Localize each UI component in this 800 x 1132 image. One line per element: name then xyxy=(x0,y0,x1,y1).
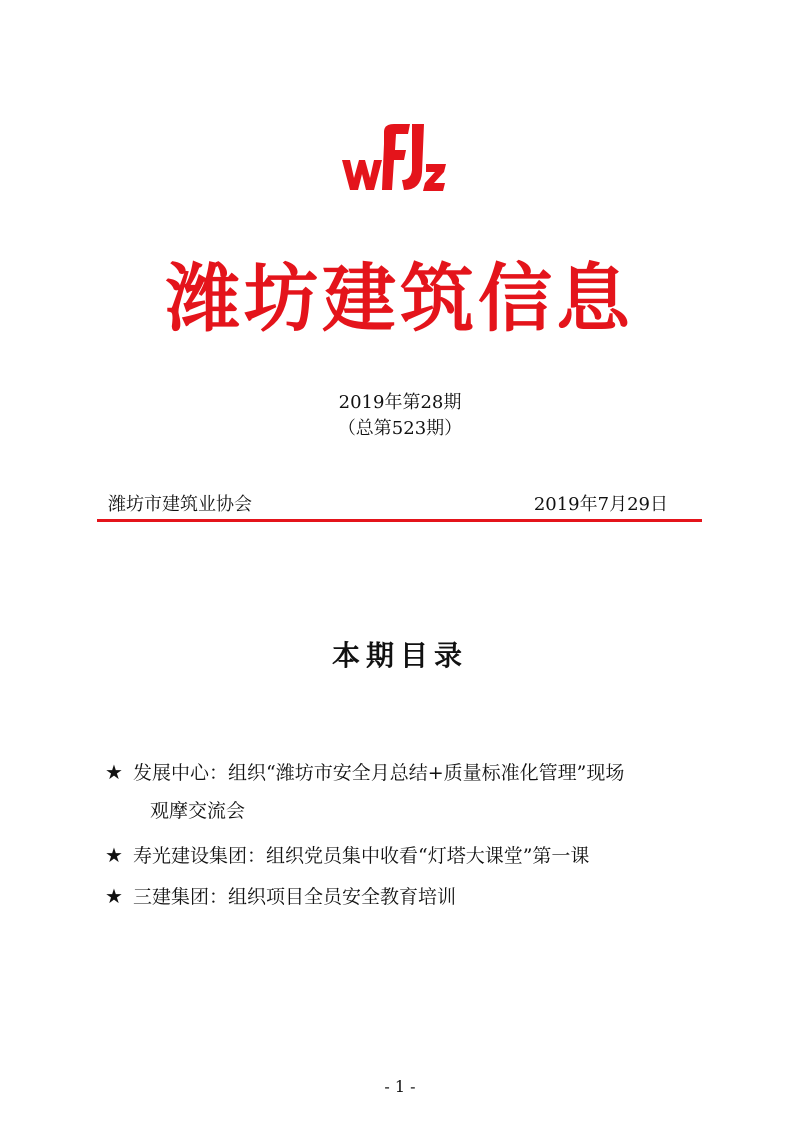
toc-item-text: 发展中心：组织“潍坊市安全月总结+质量标准化管理”现场 xyxy=(133,762,625,784)
publication-title: 潍坊建筑信息 xyxy=(166,256,634,342)
star-icon: ★ xyxy=(105,884,123,908)
publisher-name: 潍坊市建筑业协会 xyxy=(108,494,252,515)
toc-item xyxy=(105,881,456,912)
toc-item-text: 三建集团：组织项目全员安全教育培训 xyxy=(133,886,457,908)
publication-date: 2019年7月29日 xyxy=(533,494,668,515)
star-icon: ★ xyxy=(105,843,123,867)
toc-item-text: 寿光建设集团：组织党员集中收看“灯塔大课堂”第一课 xyxy=(133,845,590,867)
page-number: - 1 - xyxy=(384,1077,416,1096)
total-issue-number: （总第523期） xyxy=(337,418,463,439)
toc-item xyxy=(105,757,624,788)
wfjz-logo xyxy=(338,120,448,198)
publisher-row xyxy=(108,492,668,518)
toc-item-continuation: 观摩交流会 xyxy=(150,800,246,822)
toc-item xyxy=(105,840,589,871)
header-divider xyxy=(97,519,702,522)
toc-title: 本期目录 xyxy=(331,639,468,672)
star-icon: ★ xyxy=(105,760,123,784)
issue-number: 2019年第28期 xyxy=(338,392,462,413)
